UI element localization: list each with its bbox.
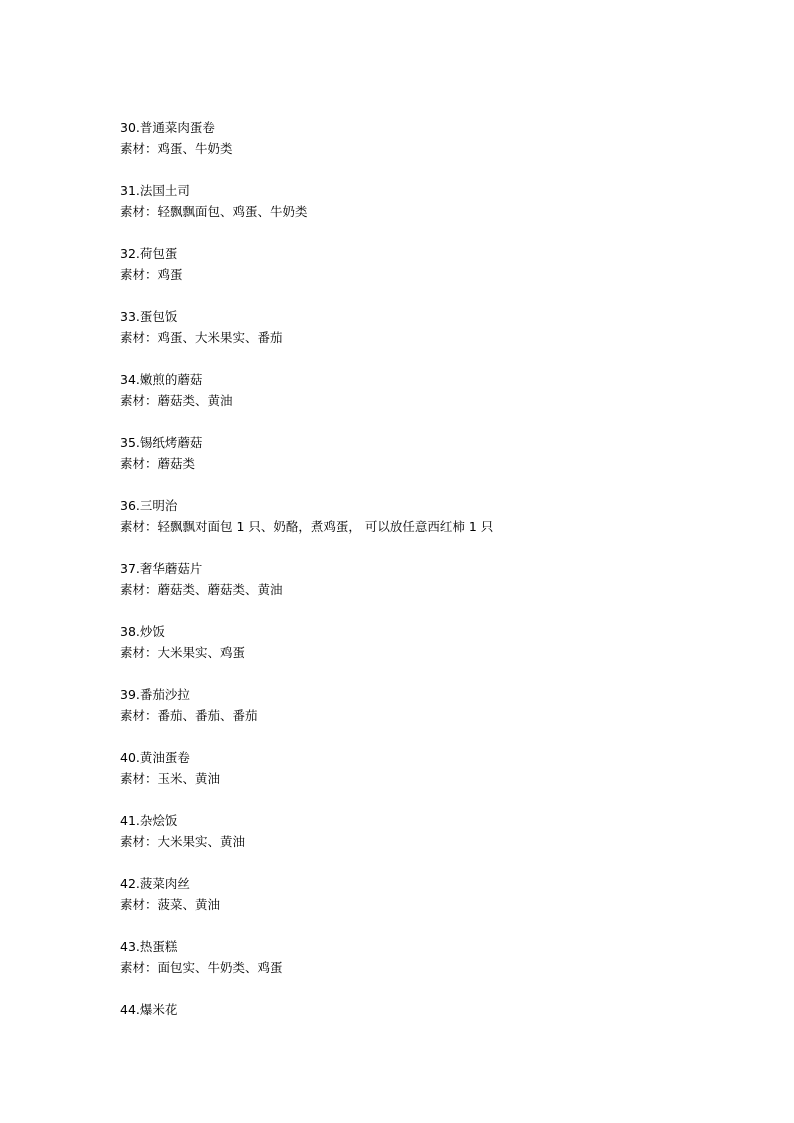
- recipe-ingredients: 素材：蘑菇类: [120, 456, 196, 471]
- recipe-entry: [120, 306, 720, 348]
- recipe-title: 44.爆米花: [120, 1002, 178, 1017]
- document-page: [120, 117, 720, 1041]
- recipe-title: 43.热蛋糕: [120, 939, 178, 954]
- recipe-ingredients: 素材：鸡蛋: [120, 267, 183, 282]
- recipe-title: 42.菠菜肉丝: [120, 876, 190, 891]
- recipe-title: 31.法国土司: [120, 183, 190, 198]
- recipe-entry: [120, 495, 720, 537]
- recipe-title: 34.嫩煎的蘑菇: [120, 372, 203, 387]
- recipe-entry: [120, 936, 720, 978]
- recipe-entry: [120, 621, 720, 663]
- recipe-ingredients: 素材：蘑菇类、黄油: [120, 393, 233, 408]
- recipe-entry: [120, 369, 720, 411]
- recipe-entry: [120, 873, 720, 915]
- recipe-ingredients: 素材：鸡蛋、牛奶类: [120, 141, 233, 156]
- recipe-title: 40.黄油蛋卷: [120, 750, 190, 765]
- recipe-ingredients: 素材：轻飘飘面包、鸡蛋、牛奶类: [120, 204, 308, 219]
- recipe-title: 36.三明治: [120, 498, 178, 513]
- recipe-ingredients: 素材：大米果实、鸡蛋: [120, 645, 246, 660]
- recipe-entry: [120, 747, 720, 789]
- recipe-ingredients: 素材：蘑菇类、蘑菇类、黄油: [120, 582, 283, 597]
- recipe-title: 35.锡纸烤蘑菇: [120, 435, 203, 450]
- recipe-entry: [120, 999, 720, 1020]
- recipe-title: 32.荷包蛋: [120, 246, 178, 261]
- recipe-entry: [120, 180, 720, 222]
- recipe-entry: [120, 684, 720, 726]
- recipe-title: 30.普通菜肉蛋卷: [120, 120, 215, 135]
- recipe-title: 37.奢华蘑菇片: [120, 561, 203, 576]
- recipe-title: 33.蛋包饭: [120, 309, 178, 324]
- recipe-ingredients: 素材：番茄、番茄、番茄: [120, 708, 258, 723]
- recipe-ingredients: 素材：玉米、黄油: [120, 771, 221, 786]
- recipe-entry: [120, 432, 720, 474]
- recipe-ingredients: 素材：轻飘飘对面包 1 只、奶酪，煮鸡蛋， 可以放任意西红柿 1 只: [120, 519, 494, 534]
- recipe-ingredients: 素材：大米果实、黄油: [120, 834, 246, 849]
- recipe-title: 41.杂烩饭: [120, 813, 178, 828]
- recipe-title: 38.炒饭: [120, 624, 165, 639]
- recipe-entry: [120, 558, 720, 600]
- recipe-ingredients: 素材：面包实、牛奶类、鸡蛋: [120, 960, 283, 975]
- recipe-entry: [120, 243, 720, 285]
- recipe-entry: [120, 117, 720, 159]
- recipe-ingredients: 素材：鸡蛋、大米果实、番茄: [120, 330, 283, 345]
- recipe-entry: [120, 810, 720, 852]
- recipe-title: 39.番茄沙拉: [120, 687, 190, 702]
- recipe-ingredients: 素材：菠菜、黄油: [120, 897, 221, 912]
